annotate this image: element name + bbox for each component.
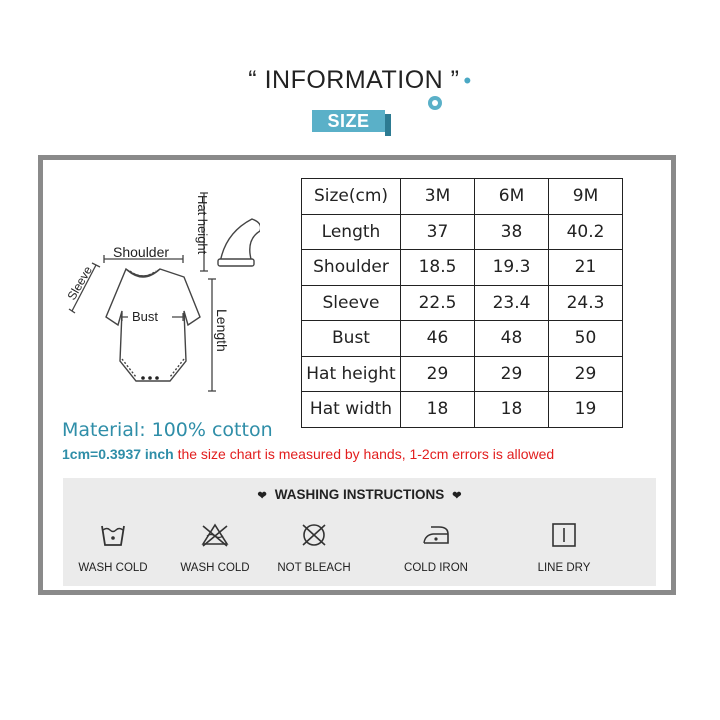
conversion-note (62, 446, 554, 462)
row-label: Hat height (302, 356, 401, 392)
table-header-row (302, 179, 623, 215)
sleeve-label: Sleeve (64, 263, 95, 303)
bodysuit-hat-diagram (60, 185, 260, 405)
info-title (0, 66, 720, 95)
table-cell: 50 (549, 321, 623, 357)
garment-illustration (60, 185, 260, 405)
table-cell: 24.3 (549, 285, 623, 321)
table-header-cell: Size(cm) (302, 179, 401, 215)
washing-title-text: WASHING INSTRUCTIONS (274, 487, 445, 502)
wash-item (386, 522, 486, 574)
table-cell: 23.4 (475, 285, 549, 321)
wash-item-label: WASH COLD (180, 562, 250, 574)
table-row (302, 214, 623, 250)
table-cell: 48 (475, 321, 549, 357)
table-row (302, 321, 623, 357)
washing-panel (63, 478, 656, 586)
size-table (301, 178, 623, 428)
table-cell: 22.5 (401, 285, 475, 321)
table-header-cell: 6M (475, 179, 549, 215)
wash-item-label: NOT BLEACH (277, 562, 351, 574)
row-label: Length (302, 214, 401, 250)
row-label: Bust (302, 321, 401, 357)
wash-item (264, 522, 364, 574)
line-dry-icon (551, 522, 577, 548)
snap-buttons (141, 376, 159, 380)
table-cell: 37 (401, 214, 475, 250)
length-label: Length (214, 309, 230, 352)
table-row (302, 356, 623, 392)
table-cell: 38 (475, 214, 549, 250)
wash-item-label: COLD IRON (404, 562, 468, 574)
wash-cold-icon (99, 522, 127, 548)
wash-item-label: LINE DRY (537, 562, 591, 574)
table-cell: 18 (475, 392, 549, 428)
table-cell: 40.2 (549, 214, 623, 250)
wash-item (63, 522, 163, 574)
row-label: Shoulder (302, 250, 401, 286)
row-label: Hat width (302, 392, 401, 428)
no-tumble-wash-icon (200, 522, 230, 548)
table-cell: 18 (401, 392, 475, 428)
heart-icon: ❤ (257, 490, 267, 502)
table-header-cell: 3M (401, 179, 475, 215)
hat-drawing (218, 213, 260, 266)
no-bleach-icon (299, 522, 329, 548)
hat-height-label: Hat height (195, 195, 210, 255)
measurement-disclaimer: the size chart is measured by hands, 1-2cm errors is allowed (177, 446, 555, 462)
washing-title (63, 487, 656, 502)
info-title-text: “ INFORMATION ” (248, 66, 460, 94)
wash-item (514, 522, 614, 574)
table-cell: 18.5 (401, 250, 475, 286)
table-cell: 29 (475, 356, 549, 392)
table-cell: 29 (549, 356, 623, 392)
table-row (302, 250, 623, 286)
table-cell: 21 (549, 250, 623, 286)
row-label: Sleeve (302, 285, 401, 321)
table-header-cell: 9M (549, 179, 623, 215)
wash-item (165, 522, 265, 574)
heart-icon: ❤ (452, 490, 462, 502)
table-row (302, 392, 623, 428)
bust-label: Bust (132, 309, 159, 324)
table-row (302, 285, 623, 321)
table-cell: 29 (401, 356, 475, 392)
table-cell: 19.3 (475, 250, 549, 286)
bubble-icon (428, 96, 442, 110)
shoulder-label: Shoulder (113, 244, 170, 260)
table-cell: 46 (401, 321, 475, 357)
accent-dot: • (463, 68, 472, 93)
unit-conversion: 1cm=0.3937 inch (62, 446, 174, 462)
material-text: Material: 100% cotton (62, 419, 273, 441)
size-badge: SIZE (312, 110, 385, 132)
wash-item-label: WASH COLD (78, 562, 148, 574)
table-cell: 19 (549, 392, 623, 428)
cold-iron-icon (421, 522, 451, 548)
